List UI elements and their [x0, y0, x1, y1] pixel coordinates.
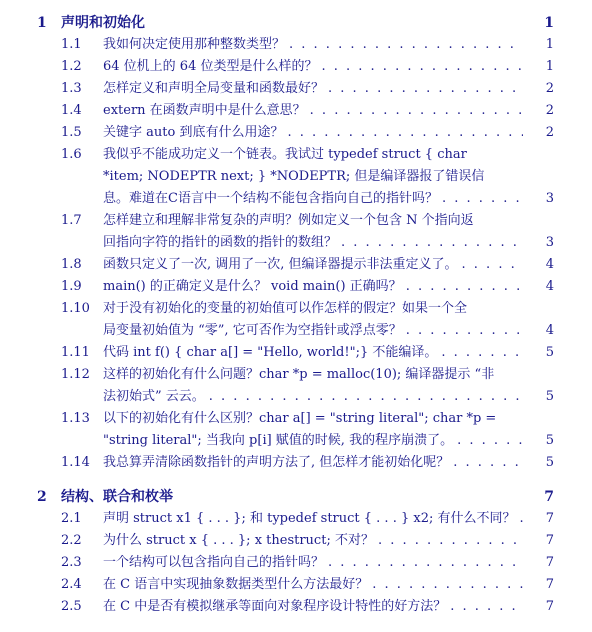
entry-title-line — [103, 56, 523, 78]
entry-title-line — [103, 508, 523, 530]
entry-number: 2.3 — [61, 555, 82, 570]
entry-title-text: 为什么 struct x { . . . }; x thestruct; 不对？ — [103, 533, 378, 548]
entry-page-number: 1 — [545, 59, 554, 74]
entry-title — [103, 342, 523, 364]
toc-entry[interactable] — [0, 210, 592, 254]
entry-title-line — [103, 144, 523, 166]
entry-number: 1.8 — [61, 257, 82, 272]
entry-title-text: 回指向字符的指针的函数的指针的数组？ — [103, 235, 341, 250]
entry-title — [103, 364, 523, 408]
entry-number: 1.12 — [61, 367, 90, 382]
section-heading[interactable] — [0, 12, 592, 34]
entry-page-number: 3 — [545, 191, 554, 206]
section-page-number: 1 — [544, 15, 554, 31]
entry-title-text: "string literal"; 当我向 p[i] 赋值的时候, 我的程序崩溃了。 — [103, 433, 457, 448]
entry-title-text: 怎样定义和声明全局变量和函数最好？ — [103, 81, 328, 96]
entry-title-line — [103, 408, 523, 430]
entry-title-line — [103, 552, 523, 574]
entry-page-number: 7 — [545, 577, 554, 592]
entry-title — [103, 100, 523, 122]
toc-entry[interactable] — [0, 276, 592, 298]
entry-title-line — [103, 320, 523, 342]
entry-number: 1.13 — [61, 411, 90, 426]
section-page-number: 7 — [544, 489, 554, 505]
entry-title-line — [103, 210, 523, 232]
entry-title-text: 我如何决定使用那种整数类型？ — [103, 37, 289, 52]
entry-number: 1.1 — [61, 37, 82, 52]
entry-page-number: 7 — [545, 555, 554, 570]
entry-title — [103, 34, 523, 56]
toc-entry[interactable] — [0, 34, 592, 56]
section-heading[interactable] — [0, 486, 592, 508]
entry-title-line — [103, 122, 523, 144]
toc-entry[interactable] — [0, 452, 592, 474]
entry-page-number: 2 — [545, 81, 554, 96]
entry-number: 2.2 — [61, 533, 82, 548]
entry-title — [103, 508, 523, 530]
entry-title-line — [103, 34, 523, 56]
entry-title-line — [103, 386, 523, 408]
entry-title-line — [103, 342, 523, 364]
entry-title-line — [103, 100, 523, 122]
entry-number: 1.9 — [61, 279, 82, 294]
entry-title-line — [103, 530, 523, 552]
section-title: 结构、联合和枚举 — [61, 489, 173, 505]
section-number: 2 — [37, 489, 47, 505]
entry-page-number: 5 — [545, 433, 554, 448]
entry-number: 2.5 — [61, 599, 82, 614]
entry-title — [103, 298, 523, 342]
entry-title — [103, 530, 523, 552]
entry-title-text: 法初始式” 云云。 — [103, 389, 209, 404]
section-title: 声明和初始化 — [61, 15, 145, 31]
entry-title-line — [103, 430, 523, 452]
entry-title — [103, 552, 523, 574]
entry-title — [103, 452, 523, 474]
entry-title — [103, 596, 523, 618]
toc-entry[interactable] — [0, 122, 592, 144]
entry-title-line — [103, 254, 523, 276]
entry-title-line — [103, 78, 523, 100]
toc-entry[interactable] — [0, 78, 592, 100]
entry-title-text: 代码 int f() { char a[] = "Hello, world!";} 不能编译。 — [103, 345, 441, 360]
toc-entry[interactable] — [0, 56, 592, 78]
entry-page-number: 3 — [545, 235, 554, 250]
toc-entry[interactable] — [0, 596, 592, 618]
entry-title-line — [103, 596, 523, 618]
entry-title-text: 息。难道在C语言中一个结构不能包含指向自己的指针吗？ — [103, 191, 442, 206]
entry-title — [103, 56, 523, 78]
entry-title — [103, 78, 523, 100]
entry-title-text: 声明 struct x1 { . . . }; 和 typedef struct { . . . } x2; 有什么不同？ — [103, 511, 519, 526]
entry-page-number: 4 — [545, 257, 554, 272]
section-number: 1 — [37, 15, 47, 31]
entry-title-text: 在 C 中是否有模拟继承等面向对象程序设计特性的好方法？ — [103, 599, 450, 614]
entry-page-number: 2 — [545, 103, 554, 118]
entry-title-text: *item; NODEPTR next; } *NODEPTR; 但是编译器报了错误信 — [103, 169, 488, 184]
entry-title-line — [103, 452, 523, 474]
entry-title-text: 这样的初始化有什么问题？char *p = malloc(10); 编译器提示 “非 — [103, 367, 498, 382]
entry-title-text: 我似乎不能成功定义一个链表。我试过 typedef struct { char — [103, 147, 471, 162]
entry-number: 1.3 — [61, 81, 82, 96]
entry-number: 1.11 — [61, 345, 90, 360]
entry-page-number: 1 — [545, 37, 554, 52]
entry-title-text: extern 在函数声明中是什么意思？ — [103, 103, 310, 118]
entry-title-line — [103, 574, 523, 596]
entry-page-number: 7 — [545, 533, 554, 548]
entry-number: 1.7 — [61, 213, 82, 228]
entry-number: 1.10 — [61, 301, 90, 316]
entry-title — [103, 276, 523, 298]
entry-page-number: 5 — [545, 389, 554, 404]
entry-number: 2.1 — [61, 511, 82, 526]
entry-title-line — [103, 298, 523, 320]
entry-page-number: 7 — [545, 599, 554, 614]
entry-page-number: 5 — [545, 345, 554, 360]
entry-title — [103, 408, 523, 452]
entry-title-text: 怎样建立和理解非常复杂的声明？例如定义一个包含 N 个指向返 — [103, 213, 478, 228]
entry-title-text: 以下的初始化有什么区别？char a[] = "string literal"; char *p = — [103, 411, 500, 426]
toc-entry[interactable] — [0, 342, 592, 364]
entry-page-number: 4 — [545, 323, 554, 338]
entry-title-text: 函数只定义了一次, 调用了一次, 但编译器提示非法重定义了。 — [103, 257, 462, 272]
entry-title-line — [103, 276, 523, 298]
entry-page-number: 2 — [545, 125, 554, 140]
entry-title-text: main() 的正确定义是什么？ void main() 正确吗？ — [103, 279, 406, 294]
entry-number: 1.2 — [61, 59, 82, 74]
toc-entry[interactable] — [0, 552, 592, 574]
entry-page-number: 5 — [545, 455, 554, 470]
entry-title — [103, 210, 523, 254]
toc-entry[interactable] — [0, 364, 592, 408]
entry-title-line — [103, 232, 523, 254]
toc-entry[interactable] — [0, 408, 592, 452]
toc-entry[interactable] — [0, 530, 592, 552]
entry-number: 1.6 — [61, 147, 82, 162]
entry-title-line — [103, 188, 523, 210]
entry-title — [103, 254, 523, 276]
entry-title-text: 64 位机上的 64 位类型是什么样的？ — [103, 59, 321, 74]
entry-title-text: 我总算弄清除函数指针的声明方法了, 但怎样才能初始化呢？ — [103, 455, 453, 470]
entry-title-text: 局变量初始值为 “零”, 它可否作为空指针或浮点零？ — [103, 323, 406, 338]
entry-title-line — [103, 364, 523, 386]
entry-title-text: 对于没有初始化的变量的初始值可以作怎样的假定？如果一个全 — [103, 301, 471, 316]
entry-page-number: 7 — [545, 511, 554, 526]
toc-entry[interactable] — [0, 508, 592, 530]
toc-entry[interactable] — [0, 574, 592, 596]
entry-title-text: 一个结构可以包含指向自己的指针吗？ — [103, 555, 328, 570]
entry-number: 1.14 — [61, 455, 90, 470]
entry-page-number: 4 — [545, 279, 554, 294]
entry-number: 2.4 — [61, 577, 82, 592]
toc-entry[interactable] — [0, 254, 592, 276]
entry-title — [103, 574, 523, 596]
entry-title — [103, 144, 523, 210]
entry-number: 1.4 — [61, 103, 82, 118]
entry-title — [103, 122, 523, 144]
entry-number: 1.5 — [61, 125, 82, 140]
entry-title-text: 关键字 auto 到底有什么用途？ — [103, 125, 287, 140]
toc-entry[interactable] — [0, 298, 592, 342]
toc-entry[interactable] — [0, 144, 592, 210]
toc-entry[interactable] — [0, 100, 592, 122]
entry-title-line — [103, 166, 523, 188]
entry-title-text: 在 C 语言中实现抽象数据类型什么方法最好？ — [103, 577, 372, 592]
